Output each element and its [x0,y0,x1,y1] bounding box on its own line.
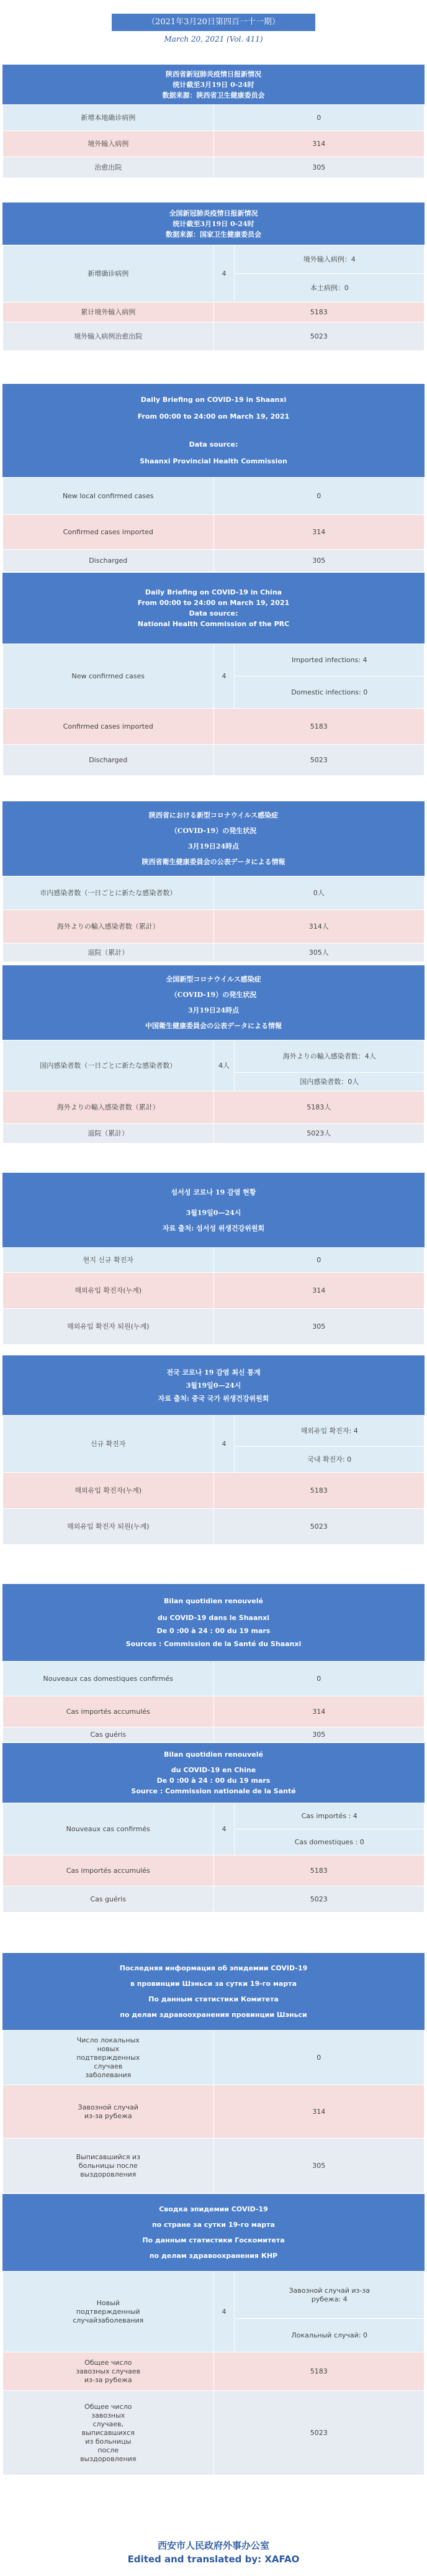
zh-china-header [2,203,425,245]
table-row [3,1248,425,1273]
row-value: 0 [214,1662,425,1696]
row-value: 0 [214,2031,425,2085]
zh-shaanxi-header [2,65,425,104]
zh-china-source: 数据来源：国家卫生健康委员会 [166,230,261,239]
fr-china-header [2,1743,425,1803]
table-row [3,644,425,676]
ja-china-subtitle: （COVID-19）の発生状況 [170,991,257,999]
footer-org: 西安市人民政府外事办公室 [157,2540,269,2551]
row-value: 5183 [214,709,425,745]
table-row [3,245,425,274]
row-label: Cas importés accumulés [3,1855,214,1886]
ja-shaanxi-subtitle: （COVID-19）の発生状況 [170,827,257,835]
table-row [3,944,425,962]
new-cases-label: Новый подтвержденный случайзаболевания [3,2272,214,2352]
new-cases-label: 新增确诊病例 [3,245,214,303]
en-shaanxi-source-label: Data source: [189,440,238,448]
ru-shaanxi-table [2,2030,425,2193]
row-value: 0 [214,105,425,131]
row-value: 5023 [214,2391,425,2475]
new-cases-label: 신규 확진자 [3,1416,214,1473]
table-row [3,2391,425,2475]
table-row [3,2139,425,2193]
ja-china-period: 3月19日24時点 [187,1006,240,1014]
en-china-header [2,573,425,644]
table-row [3,2085,425,2139]
en-shaanxi-header [2,384,425,477]
row-value: 305人 [214,944,425,962]
ko-shaanxi-table [2,1247,425,1345]
fr-china-source: Source : Commission nationale de la Santé [131,1787,296,1795]
ru-china-header [2,2194,425,2271]
ko-shaanxi-period: 3월19일0—24시 [186,1208,241,1217]
imported-cases: 海外よりの輸入感染者数：4人 [235,1040,425,1073]
en-china-title: Daily Briefing on COVID-19 in China [145,588,282,596]
new-cases-value: 4 [214,245,235,303]
table-row [3,1803,425,1829]
row-label: 治愈出院 [3,157,214,178]
imported-cases: Imported infections: 4 [235,644,425,676]
row-value: 0 [214,478,425,515]
row-label: 해외유입 확진자(누계) [3,1273,214,1309]
row-label: 累计境外输入病例 [3,303,214,322]
row-label: Discharged [3,550,214,572]
row-value: 314 [214,515,425,550]
table-row [3,1416,425,1447]
ja-china-header [2,965,425,1040]
fr-china-subtitle: du COVID-19 en Chine [171,1766,256,1774]
ru-china-source-2: по делам здравоохранения КНР [149,2252,278,2260]
imported-cases: 해외유입 확진자: 4 [235,1416,425,1447]
ru-shaanxi-header [2,1953,425,2030]
row-value: 5183 [214,2352,425,2391]
ru-china-section [2,2194,425,2475]
fr-china-title: Bilan quotidien renouvelé [163,1750,264,1759]
row-value: 5023人 [214,1124,425,1144]
row-label: 境外输入病例治愈出院 [3,322,214,351]
local-cases: Локальный случай: 0 [235,2319,425,2352]
imported-cases: Завозной случай из-за рубежа: 4 [235,2272,425,2319]
row-value: 314 [214,2085,425,2139]
zh-shaanxi-title: 陕西省新冠肺炎疫情日报新情况 [166,70,261,78]
en-shaanxi-source: Shaanxi Provincial Health Commission [140,457,287,465]
row-label: Confirmed cases imported [3,709,214,745]
zh-china-section [2,203,425,351]
row-value: 305 [214,157,425,178]
zh-china-table [2,245,425,351]
ko-china-period: 3월19일0—24시 [186,1381,241,1390]
table-row [3,303,425,322]
row-value: 314 [214,1273,425,1309]
en-china-period: From 00:00 to 24:00 on March 19, 2021 [137,599,290,607]
ko-shaanxi-source: 자료 출처: 섬서성 위생건강위원회 [162,1224,265,1232]
row-label: 해외유입 확진자 퇴원(누계) [3,1309,214,1345]
row-label: Cas guéris [3,1727,214,1742]
ru-china-title: Сводка эпидемии COVID-19 [159,2205,268,2213]
table-row [3,876,425,910]
table-row [3,105,425,131]
fr-shaanxi-period: De 0 :00 à 24 : 00 du 19 mars [156,1627,271,1635]
ru-shaanxi-title: Последняя информация об эпидемии COVID-19 [119,1964,308,1972]
ru-china-table [2,2271,425,2475]
row-value: 5023 [214,1886,425,1913]
table-row [3,1855,425,1886]
new-cases-value: 4人 [214,1040,235,1091]
row-value: 5183 [214,1473,425,1509]
en-china-source-label: Data source: [189,609,238,617]
en-china-table [2,644,425,776]
row-value: 0人 [214,876,425,910]
ja-shaanxi-source: 陝西省衛生健康委員会の公表データによる情報 [142,858,285,866]
row-value: 305 [214,2139,425,2193]
zh-china-period: 统计截至3月19日 0-24时 [173,219,254,228]
row-label: Cas guéris [3,1886,214,1913]
local-cases: 국내 확진자: 0 [235,1447,425,1473]
en-shaanxi-title: Daily Briefing on COVID-19 in Shaanxi [140,396,287,404]
row-value: 5023 [214,745,425,776]
row-label: Общее число завозных случаев из-за рубежа [3,2352,214,2391]
table-row [3,1091,425,1124]
zh-china-title: 全国新冠肺炎疫情日报新情况 [169,209,258,217]
fr-shaanxi-header [2,1584,425,1661]
table-row [3,157,425,178]
new-cases-label: Nouveaux cas confirmés [3,1803,214,1855]
table-row [3,1662,425,1696]
local-cases: Domestic infections: 0 [235,676,425,709]
en-china-source: National Health Commission of the PRC [137,620,290,628]
row-label: 境外输入病例 [3,131,214,157]
zh-shaanxi-table [2,104,425,178]
row-label: Общее число завозных случаев, выписавшихся из больницы после выздоровления [3,2391,214,2475]
ja-china-table [2,1040,425,1144]
ru-china-source: По данным статистики Госкомитета [142,2236,285,2244]
row-value: 0 [214,1248,425,1273]
row-label: New local confirmed cases [3,478,214,515]
table-row [3,131,425,157]
fr-china-table [2,1803,425,1913]
row-value: 314 [214,131,425,157]
ru-china-subtitle: по стране за сутки 19-го марта [152,2221,275,2229]
row-value: 5023 [214,322,425,351]
table-row [3,745,425,776]
row-label: 해외유입 확진자 퇴원(누계) [3,1509,214,1545]
table-row [3,550,425,572]
row-label: 해외유입 확진자(누계) [3,1473,214,1509]
table-row [3,910,425,944]
en-china-section [2,573,425,776]
row-label: Cas importés accumulés [3,1696,214,1727]
imported-cases: Cas importés : 4 [235,1803,425,1829]
row-label: Завозной случай из-за рубежа [3,2085,214,2139]
table-row [3,1309,425,1345]
table-row [3,1509,425,1545]
table-row [3,1273,425,1309]
local-cases: 本土病例：0 [235,274,425,303]
row-value: 305 [214,1309,425,1345]
table-row [3,709,425,745]
fr-shaanxi-table [2,1661,425,1742]
local-cases: Cas domestiques : 0 [235,1829,425,1855]
table-row [3,1727,425,1742]
ko-china-section [2,1355,425,1545]
table-row [3,1124,425,1144]
ja-china-title: 全国新型コロナウイルス感染症 [166,975,261,983]
ja-shaanxi-period: 3月19日24時点 [187,842,240,850]
table-row [3,478,425,515]
row-value: 314 [214,1696,425,1727]
ko-shaanxi-title: 섬서성 코로나 19 감염 현황 [171,1188,256,1196]
row-label: 海外よりの輸入感染者数（累計） [3,910,214,944]
row-value: 5183 [214,303,425,322]
new-cases-value: 4 [214,644,235,709]
ru-shaanxi-source: По данным статистики Комитета [148,1995,279,2003]
ja-shaanxi-title: 陝西省における新型コロナウイルス感染症 [148,811,279,819]
row-label: Confirmed cases imported [3,515,214,550]
new-cases-label: New confirmed cases [3,644,214,709]
new-cases-value: 4 [214,1416,235,1473]
en-shaanxi-period: From 00:00 to 24:00 on March 19, 2021 [137,412,290,421]
fr-china-section [2,1743,425,1913]
fr-shaanxi-subtitle: du COVID-19 dans le Shaanxi [157,1614,270,1622]
row-value: 305 [214,1727,425,1742]
table-row [3,1473,425,1509]
en-shaanxi-table [2,477,425,572]
issue-date: March 20, 2021 (Vol. 411) [164,35,263,43]
fr-china-period: De 0 :00 à 24 : 00 du 19 mars [156,1777,271,1785]
table-row [3,515,425,550]
ja-shaanxi-header [2,801,425,876]
table-row [3,1040,425,1073]
row-value: 5183人 [214,1091,425,1124]
ko-shaanxi-section [2,1173,425,1345]
new-cases-value: 4 [214,1803,235,1855]
table-row [3,2352,425,2391]
row-label: Число локальных новых подтвержденных случаев заболевания [3,2031,214,2085]
ru-shaanxi-section [2,1953,425,2193]
row-label: 海外よりの輸入感染者数（累計） [3,1091,214,1124]
ko-china-table [2,1415,425,1545]
ru-shaanxi-subtitle: в провинции Шэньси за сутки 19-го марта [130,1980,297,1988]
row-value: 5023 [214,1509,425,1545]
ko-china-header [2,1355,425,1415]
local-cases: 国内感染者数：0人 [235,1073,425,1091]
en-shaanxi-section [2,384,425,572]
issue-banner: （2021年3月20日第四百一十一期） [112,14,315,31]
ru-shaanxi-source-2: по делам здравоохранения провинции Шэньси [120,2011,307,2019]
table-row [3,2272,425,2319]
row-label: 退院（累計） [3,944,214,962]
fr-shaanxi-source: Sources : Commission de la Santé du Shaanxi [125,1640,302,1648]
ja-shaanxi-table [2,876,425,962]
table-row [3,2031,425,2085]
fr-shaanxi-title: Bilan quotidien renouvelé [163,1597,264,1605]
zh-shaanxi-section [2,65,425,178]
row-label: Discharged [3,745,214,776]
row-value: 5183 [214,1855,425,1886]
ja-china-section [2,965,425,1144]
row-label: Nouveaux cas domestiques confirmés [3,1662,214,1696]
zh-shaanxi-period: 统计截至3月19日 0-24时 [173,80,254,89]
table-row [3,1696,425,1727]
imported-cases: 境外输入病例：4 [235,245,425,274]
row-label: Выписавшийся из больницы после выздоровления [3,2139,214,2193]
row-value: 305 [214,550,425,572]
row-label: 新增本地确诊病例 [3,105,214,131]
row-label: 市内感染者数（一日ごとに新たな感染者数） [3,876,214,910]
new-cases-value: 4 [214,2272,235,2352]
ja-shaanxi-section [2,801,425,962]
ko-shaanxi-header [2,1173,425,1247]
ja-china-source: 中国衛生健康委員会の公表データによる情報 [145,1022,282,1030]
fr-shaanxi-section [2,1584,425,1742]
new-cases-label: 国内感染者数（一日ごとに新たな感染者数） [3,1040,214,1091]
zh-shaanxi-source: 数据来源：陕西省卫生健康委员会 [162,91,265,99]
row-label: 退院（累計） [3,1124,214,1144]
row-value: 314人 [214,910,425,944]
table-row [3,322,425,351]
footer-credit: Edited and translated by: XAFAO [127,2554,300,2565]
ko-china-title: 전국 코로나 19 감염 최신 통계 [166,1368,261,1377]
table-row [3,1886,425,1913]
row-label: 현지 신규 확진자 [3,1248,214,1273]
ko-china-source: 자료 출처: 중국 국가 위생건강위원회 [158,1394,269,1403]
